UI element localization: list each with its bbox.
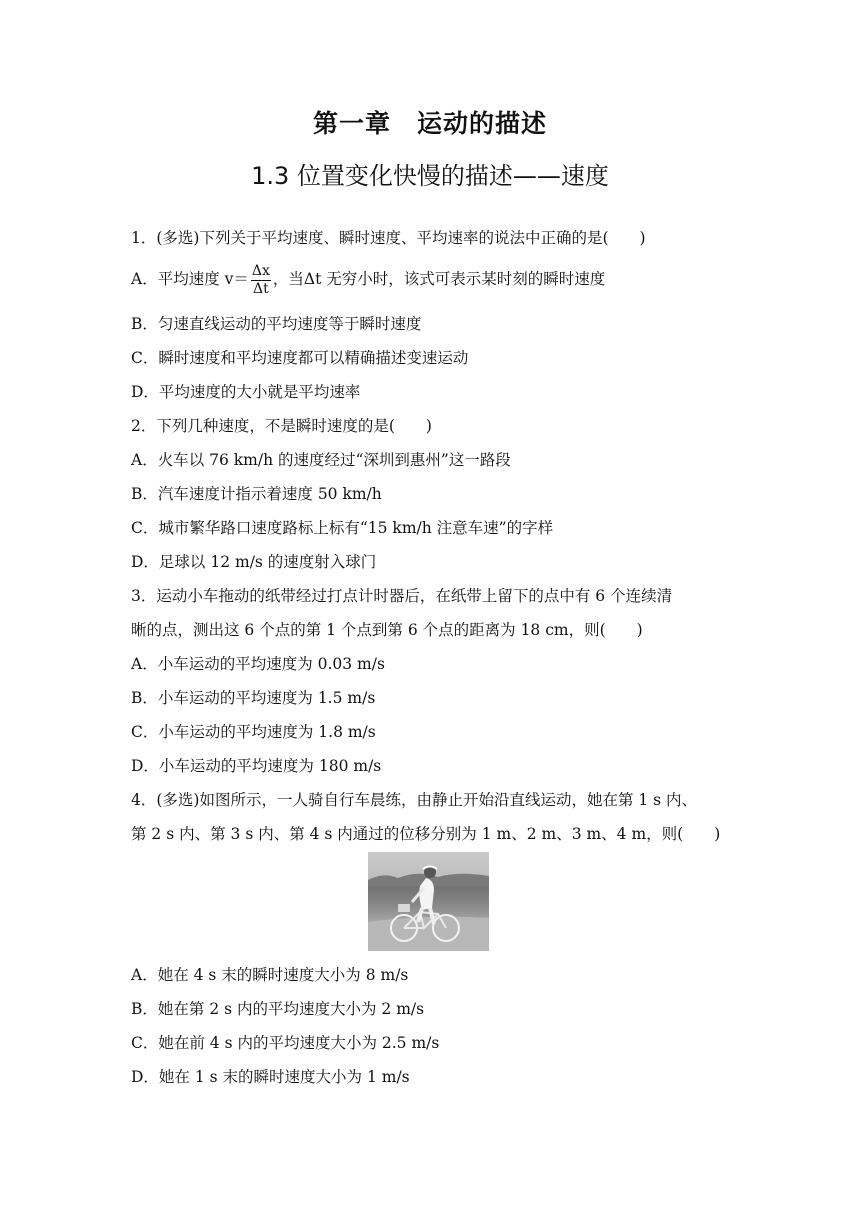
q2-option-c: C．城市繁华路口速度路标上标有“15 km/h 注意车速”的字样 — [131, 519, 554, 537]
q1-option-b: B．匀速直线运动的平均速度等于瞬时速度 — [131, 315, 422, 333]
q1-option-d: D．平均速度的大小就是平均速率 — [131, 383, 361, 401]
q2-option-d: D．足球以 12 m/s 的速度射入球门 — [131, 553, 377, 571]
q1-option-a-suffix: ，当Δt 无穷小时，该式可表示某时刻的瞬时速度 — [272, 270, 606, 288]
q3-stem-line1: 3．运动小车拖动的纸带经过打点计时器后，在纸带上留下的点中有 6 个连续清 — [131, 587, 673, 605]
q4-stem-line1: 4．(多选)如图所示，一人骑自行车晨练，由静止开始沿直线运动，她在第 1 s 内、 — [131, 791, 698, 809]
q4-option-c: C．她在前 4 s 内的平均速度大小为 2.5 m/s — [131, 1034, 440, 1052]
chapter-title: 第一章 运动的描述 — [312, 109, 547, 138]
fraction-denominator: Δt — [253, 280, 269, 297]
q4-stem-line2: 第 2 s 内、第 3 s 内、第 4 s 内通过的位移分别为 1 m、2 m、3 m、4 m，则( ) — [131, 825, 721, 843]
q1-option-c: C．瞬时速度和平均速度都可以精确描述变速运动 — [131, 349, 469, 367]
q2-stem: 2．下列几种速度，不是瞬时速度的是( ) — [131, 417, 432, 435]
q1-option-a-prefix: A．平均速度 v＝ — [131, 270, 249, 288]
cyclist-photo — [368, 852, 489, 951]
q2-option-a: A．火车以 76 km/h 的速度经过“深圳到惠州”这一路段 — [131, 451, 511, 469]
q4-option-d: D．她在 1 s 末的瞬时速度大小为 1 m/s — [131, 1068, 410, 1086]
q3-option-d: D．小车运动的平均速度为 180 m/s — [131, 757, 382, 775]
q3-option-b: B．小车运动的平均速度为 1.5 m/s — [131, 689, 376, 707]
section-title: 1.3 位置变化快慢的描述——速度 — [251, 162, 609, 190]
q4-option-a: A．她在 4 s 末的瞬时速度大小为 8 m/s — [131, 966, 409, 984]
q3-option-a: A．小车运动的平均速度为 0.03 m/s — [131, 655, 385, 673]
q1-option-a — [131, 261, 605, 298]
q1-stem: 1．(多选)下列关于平均速度、瞬时速度、平均速率的说法中正确的是( ) — [131, 229, 646, 247]
q2-option-b: B．汽车速度计指示着速度 50 km/h — [131, 485, 382, 503]
q3-option-c: C．小车运动的平均速度为 1.8 m/s — [131, 723, 376, 741]
fraction-numerator: Δx — [251, 262, 270, 279]
cyclist-illustration — [368, 852, 489, 951]
q4-option-b: B．她在第 2 s 内的平均速度大小为 2 m/s — [131, 1000, 425, 1018]
q3-stem-line2: 晰的点，测出这 6 个点的第 1 个点到第 6 个点的距离为 18 cm，则( ) — [131, 621, 643, 639]
velocity-fraction — [251, 263, 271, 298]
